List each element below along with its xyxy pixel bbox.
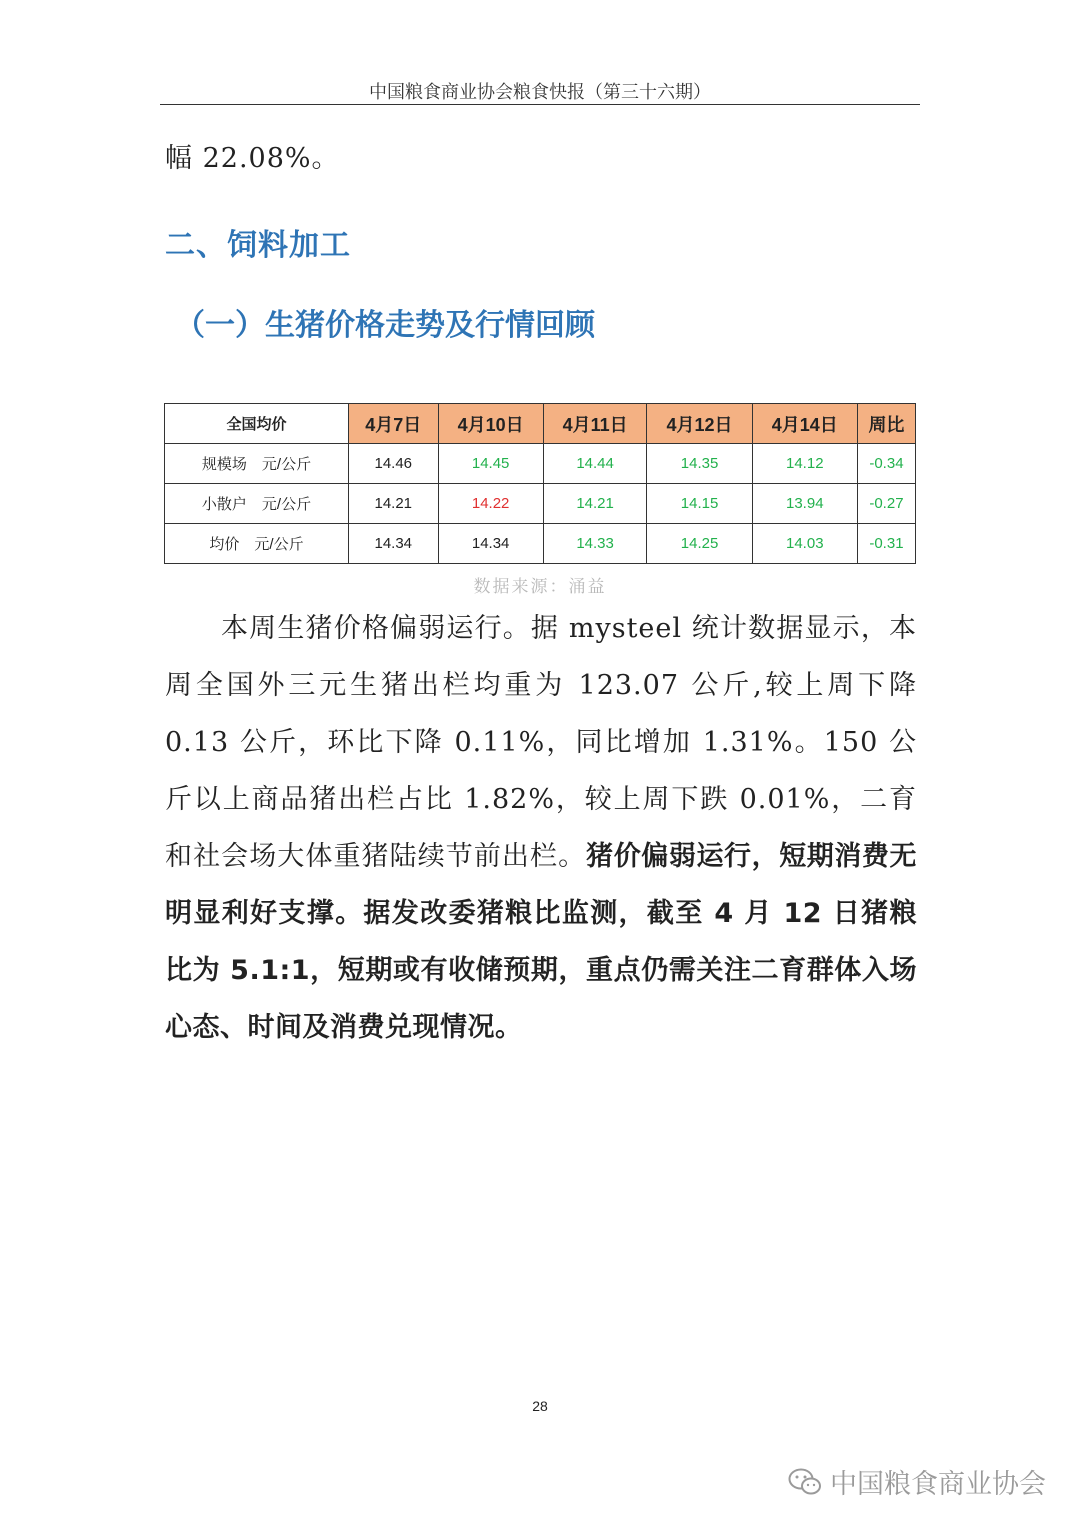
- table-cell: 14.44: [543, 444, 647, 484]
- page-number: 28: [532, 1398, 548, 1414]
- table-corner-label: 全国均价: [165, 404, 349, 444]
- page-header-title: 中国粮食商业协会粮食快报（第三十六期）: [369, 82, 711, 103]
- table-header-row: [165, 404, 916, 444]
- body-paragraph: [165, 600, 917, 1056]
- watermark: [788, 1462, 1046, 1501]
- pig-price-table: [164, 403, 916, 564]
- column-header: 周比: [857, 404, 915, 444]
- body-bold-text: 猪价偏弱运行，短期消费无明显利好支撑。据发改委猪粮比监测，截至 4 月 12 日猪粮比为 5.1:1，短期或有收储预期，重点仍需关注二育群体入场心态、时间及消费兑现情况。: [165, 841, 918, 1043]
- header-divider: [160, 104, 920, 105]
- table-cell: 14.45: [438, 444, 543, 484]
- intro-paragraph: 幅 22.08%。: [165, 143, 340, 174]
- body-normal-text: 本周生猪价格偏弱运行。据 mysteel 统计数据显示，本周全国外三元生猪出栏均重为 123.07 公斤,较上周下降 0.13 公斤，环比下降 0.11%，同比增加 1.31%。150 公斤以上商品猪出栏占比 1.82%，较上周下跌 0.01%，二育和社会场大体重猪陆续节前出栏。: [165, 613, 917, 872]
- row-label: 小散户 元/公斤: [165, 484, 349, 524]
- table-cell: 14.03: [752, 524, 857, 564]
- table-cell: 14.25: [647, 524, 752, 564]
- table-cell: 14.15: [647, 484, 752, 524]
- watermark-text: 中国粮食商业协会: [830, 1469, 1046, 1500]
- row-label: 均价 元/公斤: [165, 524, 349, 564]
- table-cell: 13.94: [752, 484, 857, 524]
- subsection-heading: （一）生猪价格走势及行情回顾: [175, 308, 595, 343]
- row-label: 规模场 元/公斤: [165, 444, 349, 484]
- table-row: [165, 524, 916, 564]
- column-header: 4月10日: [438, 404, 543, 444]
- wechat-icon: [788, 1468, 822, 1496]
- table-cell: 14.12: [752, 444, 857, 484]
- table-cell: 14.33: [543, 524, 647, 564]
- table-cell: 14.46: [349, 444, 439, 484]
- table-cell: 14.35: [647, 444, 752, 484]
- table-cell: -0.31: [857, 524, 915, 564]
- column-header: 4月12日: [647, 404, 752, 444]
- table-cell: 14.34: [438, 524, 543, 564]
- table-cell: 14.34: [349, 524, 439, 564]
- table-row: [165, 444, 916, 484]
- table-row: [165, 484, 916, 524]
- table-cell: 14.22: [438, 484, 543, 524]
- table-cell: -0.27: [857, 484, 915, 524]
- table-cell: 14.21: [543, 484, 647, 524]
- table-cell: 14.21: [349, 484, 439, 524]
- section-heading: 二、饲料加工: [165, 228, 351, 263]
- table-source-note: 数据来源：涌益: [473, 577, 607, 597]
- column-header: 4月11日: [543, 404, 647, 444]
- column-header: 4月7日: [349, 404, 439, 444]
- column-header: 4月14日: [752, 404, 857, 444]
- table-cell: -0.34: [857, 444, 915, 484]
